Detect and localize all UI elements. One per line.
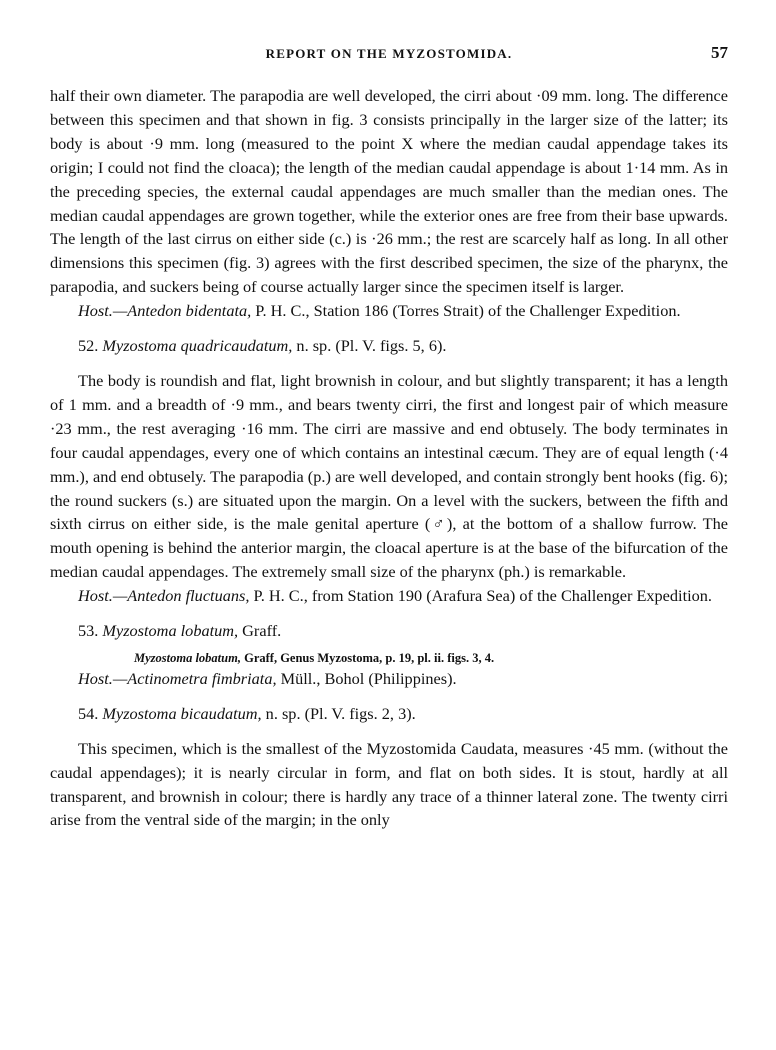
species-description-54: This specimen, which is the smallest of the Myzostomida Caudata, measures ·45 mm. (without the caudal appendages); it is nearly circular in form, and flat on both sides. It is stout, hardly at all transparent, and brownish in colour; there is hardly any trace of a thinner lateral zone. The twenty cirri arise from the ventral side of the margin; in the only	[50, 738, 728, 830]
species-description-52: The body is roundish and flat, light brownish in colour, and but slightly transparent; it has a length of 1 mm. and a breadth of ·9 mm., and bears twenty cirri, the first and longest pair of which measure ·23 mm., the rest averaging ·16 mm. The cirri are massive and end obtusely. The body terminates in four caudal appendages, every one of which contains an intestinal cæcum. They are of equal length (·4 mm.), and end obtusely. The parapodia (p.) are well developed, and contain strongly bent hooks (fig. 6); the round suckers (s.) are situated upon the margin. On a level with the suckers, between the fifth and sixth cirrus on either side, is the male genital aperture (♂), at the bottom of a shallow furrow. The mouth opening is behind the anterior margin, the cloacal aperture is at the base of the bifurcation of the median caudal appendages. The extremely small size of the pharynx (ph.) is remarkable.	[50, 370, 728, 582]
running-title: REPORT ON THE MYZOSTOMIDA.	[265, 46, 513, 61]
citation-name: Myzostoma lobatum,	[134, 650, 241, 665]
species-heading-52	[50, 334, 728, 358]
host-text: Müll., Bohol (Philippines).	[276, 668, 457, 688]
species-number: 54.	[78, 703, 103, 723]
host-label: Host.—Antedon bidentata,	[78, 301, 252, 321]
species-heading-53	[50, 619, 728, 643]
synonymy-citation-53	[134, 649, 728, 667]
host-line-bidentata	[50, 299, 728, 323]
host-label: Host.—Actinometra fimbriata,	[78, 668, 277, 688]
species-number: 52.	[78, 336, 103, 356]
species-ref: n. sp. (Pl. V. figs. 5, 6).	[292, 336, 447, 356]
species-ref: Graff.	[238, 621, 282, 641]
host-label: Host.—Antedon fluctuans,	[78, 586, 250, 606]
host-line-fimbriata	[50, 667, 728, 691]
species-name: Myzostoma bicaudatum,	[102, 703, 262, 723]
host-line-fluctuans	[50, 584, 728, 608]
host-text: P. H. C., from Station 190 (Arafura Sea) of the Challenger Expedition.	[249, 586, 712, 606]
species-number: 53.	[78, 621, 103, 641]
paragraph-continuation: half their own diameter. The parapodia are well developed, the cirri about ·09 mm. long. The difference between this specimen and that shown in fig. 3 consists principally in the larger size of the latter; its body is about ·9 mm. long (measured to the point X where the median caudal appendage takes its origin; I could not find the cloaca); the length of the median caudal appendage is about 1·14 mm. As in the preceding species, the external caudal appendages are much smaller than the median ones. The median caudal appendages are grown together, while the exterior ones are free from their base upwards. The length of the last cirrus on either side (c.) is ·26 mm.; the rest are scarcely half as long. In all other dimensions this specimen (fig. 3) agrees with the first described specimen, the size of the pharynx, the parapodia, and suckers being of course actually larger since the specimen itself is larger.	[50, 86, 728, 297]
species-ref: n. sp. (Pl. V. figs. 2, 3).	[261, 703, 416, 723]
citation-text: Graff, Genus Myzostoma, p. 19, pl. ii. figs. 3, 4.	[240, 650, 495, 665]
species-name: Myzostoma lobatum,	[102, 621, 239, 641]
species-heading-54	[50, 702, 728, 726]
species-name: Myzostoma quadricaudatum,	[102, 336, 293, 356]
page-number: 57	[711, 43, 728, 62]
host-text: P. H. C., Station 186 (Torres Strait) of the Challenger Expedition.	[251, 301, 681, 321]
body-text	[50, 84, 728, 832]
page-header	[50, 43, 728, 68]
